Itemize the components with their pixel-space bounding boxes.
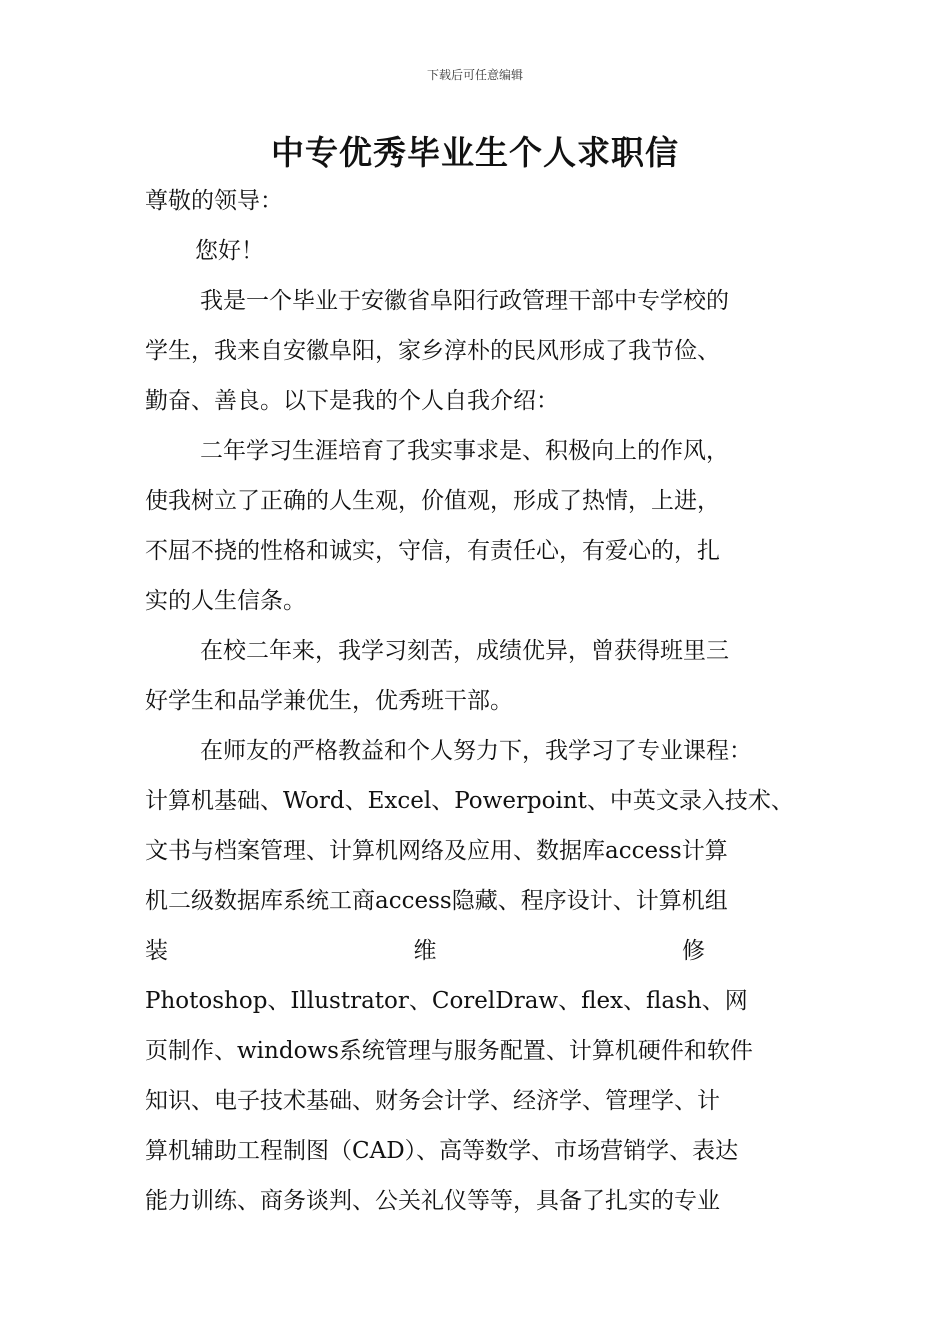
paragraph-line: 二年学习生涯培育了我实事求是、积极向上的作风，	[200, 438, 729, 464]
greeting: 您好！	[195, 238, 264, 264]
paragraph-line: 使我树立了正确的人生观，价值观，形成了热情，上进，	[145, 488, 720, 514]
paragraph-line: 文书与档案管理、计算机网络及应用、数据库access计算	[145, 838, 728, 864]
document-title: 中专优秀毕业生个人求职信	[271, 133, 679, 172]
paragraph-line: 好学生和品学兼优生，优秀班干部。	[145, 688, 513, 714]
paragraph-line: 不屈不挠的性格和诚实，守信，有责任心，有爱心的，扎	[145, 538, 720, 564]
paragraph-line: 我是一个毕业于安徽省阜阳行政管理干部中专学校的	[200, 288, 729, 314]
paragraph-line: 在师友的严格教益和个人努力下，我学习了专业课程：	[200, 738, 752, 764]
spread-line	[145, 926, 705, 976]
paragraph-line: 知识、电子技术基础、财务会计学、经济学、管理学、计	[145, 1088, 720, 1114]
paragraph-line: 学生，我来自安徽阜阳，家乡淳朴的民风形成了我节俭、	[145, 338, 720, 364]
letter-body	[145, 176, 825, 1226]
paragraph-line: 在校二年来，我学习刻苦，成绩优异，曾获得班里三	[200, 638, 729, 664]
spread-char: 维	[413, 938, 437, 964]
paragraph-line: 页制作、windows系统管理与服务配置、计算机硬件和软件	[145, 1038, 753, 1064]
paragraph-line: 能力训练、商务谈判、公关礼仪等等，具备了扎实的专业	[145, 1188, 720, 1214]
paragraph-line: 算机辅助工程制图（CAD）、高等数学、市场营销学、表达	[145, 1138, 739, 1164]
paragraph-line: 机二级数据库系统工商access隐藏、程序设计、计算机组	[145, 888, 728, 914]
header-note: 下载后可任意编辑	[426, 68, 523, 82]
salutation: 尊敬的领导：	[145, 188, 283, 214]
paragraph-line: 计算机基础、Word、Excel、Powerpoint、中英文录入技术、	[145, 788, 794, 814]
spread-char: 装	[145, 938, 168, 964]
paragraph-line: 实的人生信条。	[145, 588, 306, 614]
paragraph-line: Photoshop、Illustrator、CorelDraw、flex、flash、网	[145, 988, 748, 1014]
paragraph-line: 勤奋、善良。以下是我的个人自我介绍：	[145, 388, 559, 414]
spread-char: 修	[682, 938, 705, 964]
